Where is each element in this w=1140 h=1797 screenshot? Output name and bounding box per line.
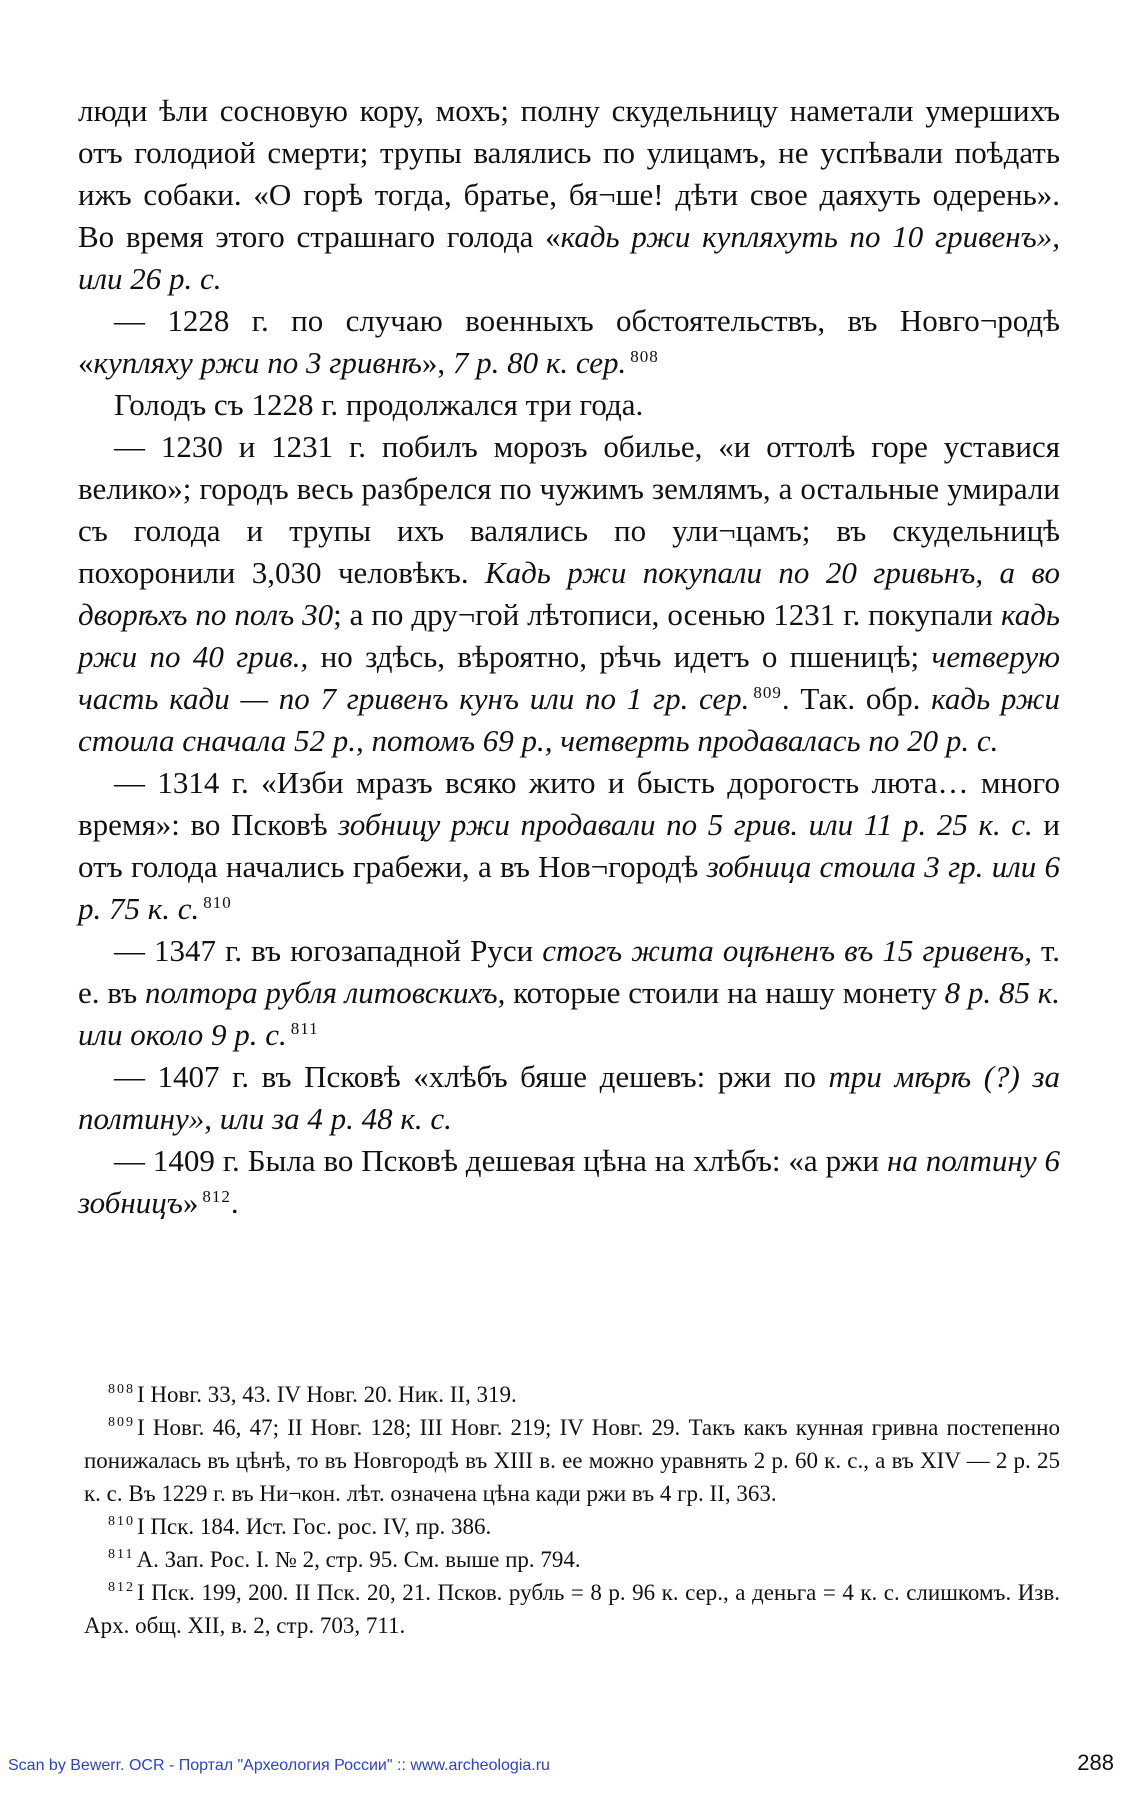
- text-run: которые стоили на нашу монету: [505, 975, 945, 1010]
- paragraph-p6: [78, 930, 1060, 1056]
- footnote-number: 812: [108, 1580, 135, 1596]
- italic-text: Кадь ржи покупали по 20 гривьнъ, а во дворѣхъ по полъ 30: [78, 555, 1060, 632]
- footnote-text: I Пск. 199, 200. II Пск. 20, 21. Псков. рубль = 8 р. 96 к. сер., а деньга = 4 к. с. слишкомъ. Изв. Арх. общ. XII, в. 2, стр. 703, 711.: [84, 1580, 1060, 1638]
- italic-text: или за 4 р. 48 к. с.: [219, 1101, 452, 1136]
- text-run: ; а по дру¬гой лѣтописи, осенью 1231 г. покупали: [333, 597, 1001, 632]
- footnote-ref-808[interactable]: 808: [630, 346, 659, 366]
- footnote-text: I Новг. 46, 47; II Новг. 128; III Новг. 219; IV Новг. 29. Такъ какъ кунная гривна постепенно понижалась въ цѣнѣ, то въ Новгородѣ въ XIII в. ее можно уравнять 2 р. 60 к. с., а въ XIV — 2 р. 25 к. с. Въ 1229 г. въ Ни¬кон. лѣт. означена цѣна кади ржи въ 4 гр. II, 363.: [84, 1415, 1060, 1506]
- text-run: — 1407 г. въ Псковѣ «хлѣбъ бяше дешевъ: ржи по: [114, 1059, 829, 1094]
- paragraph-p1: [78, 90, 1060, 300]
- paragraph-p2: [78, 300, 1060, 384]
- footnote-ref-810[interactable]: 810: [203, 892, 232, 912]
- footnote-810: [84, 1510, 1060, 1543]
- text-run: т. е. въ: [78, 933, 1060, 1010]
- footnote-text: А. Зап. Рос. I. № 2, стр. 95. См. выше пр. 794.: [136, 1547, 581, 1572]
- scan-credit[interactable]: Scan by Bewerr. OCR - Портал "Археология России" :: www.archeologia.ru: [8, 1757, 550, 1774]
- text-run: — 1314 г. «Изби мразъ всяко жито и бысть дорогость люта… много время»: во Псковѣ: [78, 765, 1060, 842]
- text-run: — 1347 г. въ югозападной Руси: [114, 933, 543, 968]
- italic-text: кадь ржи по 40 грив.,: [78, 597, 1060, 674]
- italic-text: купляху ржи по 3 гривнѣ: [93, 345, 422, 380]
- text-run: Голодъ съ 1228 г. продолжался три года.: [114, 387, 644, 422]
- footnote-809: [84, 1411, 1060, 1510]
- italic-text: полтора рубля литовскихъ,: [144, 975, 506, 1010]
- footnote-number: 810: [108, 1514, 135, 1530]
- page-number: 288: [1077, 1750, 1114, 1775]
- footnote-text: I Пск. 184. Ист. Гос. рос. IV, пр. 386.: [137, 1514, 492, 1539]
- paragraph-p8: [78, 1140, 1060, 1224]
- footnote-ref-811[interactable]: 811: [290, 1018, 319, 1038]
- footnote-number: 811: [108, 1547, 135, 1563]
- text-run: .: [230, 1185, 239, 1220]
- italic-text: три мѣрѣ (?) за полтину»,: [78, 1059, 1060, 1136]
- paragraph-p5: [78, 762, 1060, 930]
- text-run: — 1230 и 1231 г. побилъ морозъ обилье, «и оттолѣ горе уставися велико»; городъ весь разбрелся по чужимъ землямъ, а остальные умирали съ голода и трупы ихъ валялись по ули¬цамъ; въ скудельницѣ похоронили 3,030 человѣкъ.: [78, 429, 1060, 590]
- footnote-number: 809: [108, 1415, 135, 1431]
- text-run: люди ѣли сосновую кору, мохъ; полну скудельницу наметали умершихъ отъ голодиой смерти; трупы валялись по улицамъ, не успѣвали поѣдать ижъ собаки. «О горѣ тогда, братье, бя¬ше! дѣти свое даяхуть одерень». Во время этого страшнаго голода «: [78, 93, 1060, 254]
- footnote-number: 808: [108, 1382, 135, 1398]
- text-run: но здѣсь, вѣроятно, рѣчь идетъ о пшеницѣ;: [308, 639, 932, 674]
- italic-text: стогъ жита оцѣненъ въ 15 гривенъ,: [542, 933, 1032, 968]
- italic-text: кадь ржи купляхуть по 10 гривенъ», или 26 р. с.: [78, 219, 1060, 296]
- italic-text: на полтину 6 зобницъ: [78, 1143, 1060, 1220]
- text-run: »: [182, 1185, 199, 1220]
- main-text: [78, 90, 1060, 1224]
- text-run: — 1409 г. Была во Псковѣ дешевая цѣна на хлѣбъ: «а ржи: [114, 1143, 888, 1178]
- footnotes: [84, 1378, 1060, 1642]
- italic-text: 7 р. 80 к. сер.: [452, 345, 627, 380]
- italic-text: 8 р. 85 к. или около 9 р. с.: [78, 975, 1060, 1052]
- text-run: и отъ голода начались грабежи, а въ Нов¬городѣ: [78, 807, 1060, 884]
- footnote-ref-809[interactable]: 809: [753, 682, 782, 702]
- footnote-812: [84, 1576, 1060, 1642]
- italic-text: кадь ржи стоила сначала 52 р., потомъ 69 р., четверть продавалась по 20 р. с.: [78, 681, 1060, 758]
- paragraph-p7: [78, 1056, 1060, 1140]
- footnote-text: I Новг. 33, 43. IV Новг. 20. Ник. II, 319.: [137, 1382, 517, 1407]
- paragraph-p4: [78, 426, 1060, 762]
- paragraph-p3: [78, 384, 1060, 426]
- text-run: — 1228 г. по случаю военныхъ обстоятельствъ, въ Новго¬родѣ «: [78, 303, 1060, 380]
- text-run: »,: [421, 345, 453, 380]
- footnote-808: [84, 1378, 1060, 1411]
- italic-text: зобница стоила 3 гр. или 6 р. 75 к. с.: [78, 849, 1060, 926]
- footnote-ref-812[interactable]: 812: [202, 1186, 231, 1206]
- italic-text: четверую часть кади — по 7 гривенъ кунъ или по 1 гр. сер.: [78, 639, 1060, 716]
- text-run: [212, 1101, 220, 1136]
- text-run: . Так. обр.: [781, 681, 932, 716]
- footnote-811: [84, 1543, 1060, 1576]
- italic-text: зобницу ржи продавали по 5 грив. или 11 р. 25 к. с.: [338, 807, 1033, 842]
